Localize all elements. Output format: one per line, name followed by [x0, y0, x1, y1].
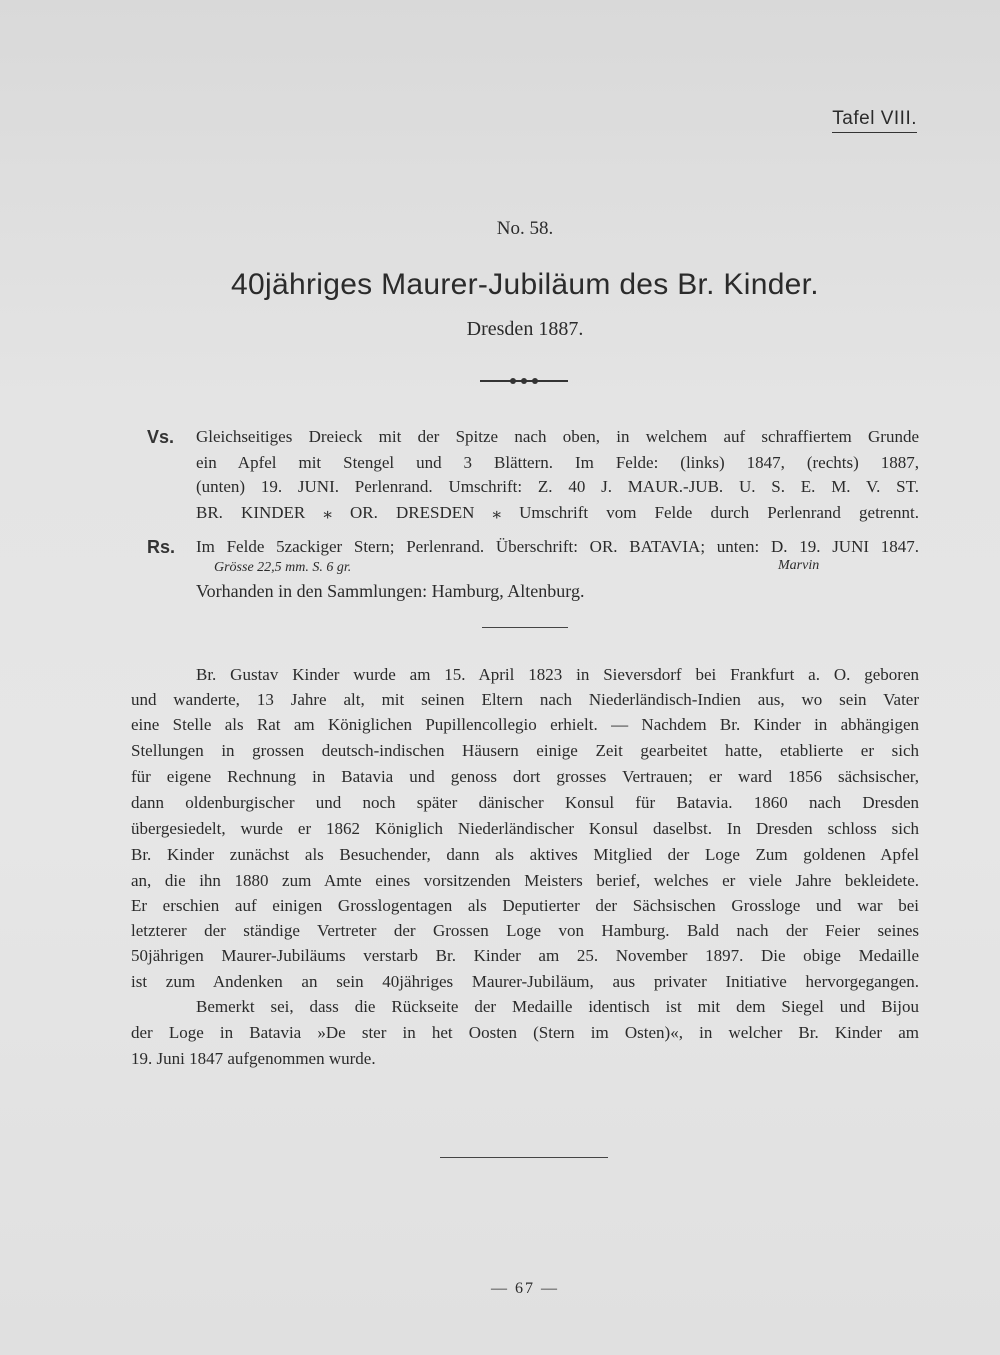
- body-line: Br. Kinder zunächst als Besuchender, dann als aktives Mitglied der Loge Zum goldenen Apfel: [131, 845, 919, 864]
- reverse-label: Rs.: [147, 537, 176, 557]
- body-line: und wanderte, 13 Jahre alt, mit seinen Eltern nach Niederländisch-Indien aus, wo sein Vater: [131, 690, 919, 709]
- page-number: — 67 —: [491, 1280, 559, 1297]
- ornament-divider: [480, 378, 568, 384]
- body-line: letzterer der ständige Vertreter der Grossen Loge von Hamburg. Bald nach der Feier seines: [131, 921, 919, 940]
- obverse-line: Gleichseitiges Dreieck mit der Spitze nach oben, in welchem auf schraffiertem Grunde: [196, 427, 919, 446]
- body-line: Br. Gustav Kinder wurde am 15. April 1823 in Sieversdorf bei Frankfurt a. O. geboren: [196, 665, 919, 684]
- body-line: für eigene Rechnung in Batavia und genoss dort grosses Vertrauen; er ward 1856 sächsischer,: [131, 767, 919, 786]
- body-line: Stellungen in grossen deutsch-indischen Häusern einige Zeit gearbeitet hatte, etablierte er sich: [131, 741, 919, 760]
- reverse-line: Im Felde 5zackiger Stern; Perlenrand. Überschrift: OR. BATAVIA; unten: D. 19. JUNI 1847.: [196, 537, 919, 556]
- body-line: eine Stelle als Rat am Königlichen Pupillencollegio erhielt. — Nachdem Br. Kinder in abhängigen: [131, 715, 919, 734]
- body-line: ist zum Andenken an sein 40jähriges Maurer-Jubiläum, aus privater Initiative hervorgegangen.: [131, 972, 919, 991]
- plate-label: Tafel VIII.: [832, 108, 917, 133]
- obverse-line: BR. KINDER ⁎ OR. DRESDEN ⁎ Umschrift vom Felde durch Perlenrand getrennt.: [196, 503, 919, 522]
- page-title: 40jähriges Maurer-Jubiläum des Br. Kinder.: [231, 268, 819, 301]
- body-line: Bemerkt sei, dass die Rückseite der Medaille identisch ist mit dem Siegel und Bijou: [196, 997, 919, 1016]
- place-date: Dresden 1887.: [466, 318, 584, 340]
- engraver-name: Marvin: [778, 558, 820, 573]
- collections-note: Vorhanden in den Sammlungen: Hamburg, Altenburg.: [196, 581, 585, 601]
- body-line: übergesiedelt, wurde er 1862 Königlich Niederländischer Konsul daselbst. In Dresden schloss sich: [131, 819, 919, 838]
- obverse-line: (unten) 19. JUNI. Perlenrand. Umschrift: Z. 40 J. MAUR.-JUB. U. S. E. M. V. ST.: [196, 477, 919, 496]
- body-line: dann oldenburgischer und noch später dänischer Konsul für Batavia. 1860 nach Dresden: [131, 793, 919, 812]
- body-line: 50jährigen Maurer-Jubiläums verstarb Br. Kinder am 25. November 1897. Die obige Medaille: [131, 946, 919, 965]
- end-divider: [440, 1157, 608, 1158]
- catalog-number: No. 58.: [496, 218, 554, 239]
- obverse-line: ein Apfel mit Stengel und 3 Blättern. Im Felde: (links) 1847, (rechts) 1887,: [196, 453, 919, 472]
- section-divider: [482, 627, 568, 628]
- body-line: der Loge in Batavia »De ster in het Oosten (Stern im Osten)«, in welcher Br. Kinder am: [131, 1023, 919, 1042]
- body-line: Er erschien auf einigen Grosslogentagen als Deputierter der Sächsischen Grossloge und war bei: [131, 896, 919, 915]
- size-note: Grösse 22,5 mm. S. 6 gr.: [214, 560, 352, 575]
- body-line: 19. Juni 1847 aufgenommen wurde.: [131, 1049, 376, 1068]
- body-line: an, die ihn 1880 zum Amte eines vorsitzenden Meisters berief, welches er viele Jahre bekleidete.: [131, 871, 919, 890]
- obverse-label: Vs.: [147, 427, 175, 447]
